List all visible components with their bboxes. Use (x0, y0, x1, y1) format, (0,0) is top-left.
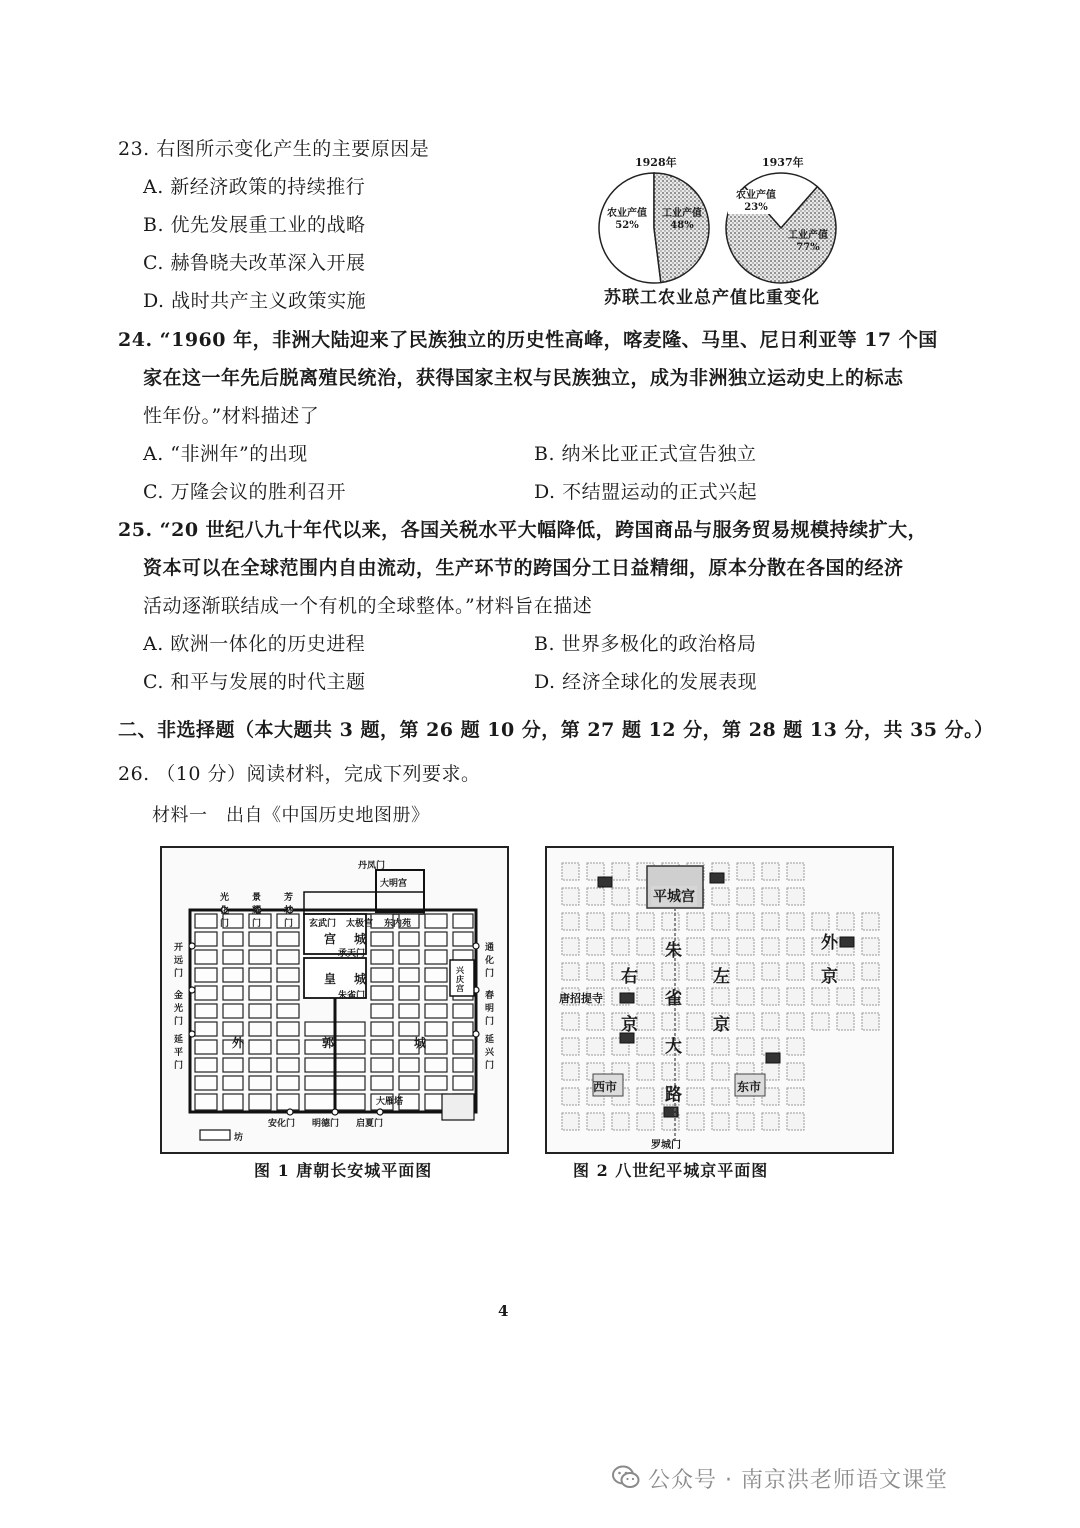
map2-da: 大 (665, 1037, 682, 1057)
map2-palace: 平城宫 (651, 886, 697, 906)
map1-guanghua: 光化门 (220, 893, 230, 929)
map1-ward (195, 1040, 217, 1054)
map2-block (737, 1038, 754, 1055)
map2-zuo: 左 (713, 967, 730, 987)
map1-fanglin: 芳林门 (284, 893, 294, 929)
map2-block (862, 963, 879, 980)
map1-chunming: 春明门 (485, 991, 495, 1027)
map2-block (687, 1063, 704, 1080)
map1-dongnei: 东内苑 (384, 919, 412, 929)
map2-block (837, 913, 854, 930)
map2-block (587, 963, 604, 980)
map2-block (712, 1038, 729, 1055)
map1-ward (195, 932, 217, 946)
map1-ward (277, 932, 299, 946)
map2-block (787, 963, 804, 980)
map1-ward (371, 968, 393, 982)
map2-block (637, 1038, 654, 1055)
map2-block (762, 1113, 779, 1130)
map2-block (837, 1013, 854, 1030)
map1-ward (399, 1004, 419, 1018)
map2-block (737, 988, 754, 1005)
map1-ward (249, 932, 271, 946)
q25-line-1: 25. “20 世纪八九十年代以来，各国关税水平大幅降低，跨国商品与服务贸易规模持续扩大， (118, 519, 928, 541)
map2-temple-marker (598, 877, 612, 887)
map1-ward (425, 1040, 447, 1054)
map1-ward (453, 932, 473, 946)
map1-yanping: 延平门 (174, 1035, 184, 1071)
q23-option-c: C. 赫鲁晓夫改革深入开展 (143, 252, 366, 274)
map2-block (562, 938, 579, 955)
map2-block (737, 1013, 754, 1030)
map1-ward (223, 932, 243, 946)
map2-block (562, 1113, 579, 1130)
map1-jinguang: 金光门 (174, 991, 184, 1027)
q25-option-a: A. 欧洲一体化的历史进程 (143, 633, 366, 655)
map1-ward (223, 968, 243, 982)
map1-jingyao: 景耀门 (252, 893, 262, 929)
map1-ward (277, 1004, 299, 1018)
map2-block (637, 988, 654, 1005)
map1-ward (223, 1058, 243, 1072)
map2-block (687, 1088, 704, 1105)
map2-block (837, 963, 854, 980)
map2-block (762, 863, 779, 880)
map2-block (687, 913, 704, 930)
pie1-ind-label (652, 208, 712, 232)
map1-ward (425, 1022, 447, 1036)
map2-block (812, 988, 829, 1005)
map1-ward (425, 1004, 447, 1018)
map2-block (612, 913, 629, 930)
map1-ward (195, 1076, 217, 1090)
map1-ward (195, 1058, 217, 1072)
map2-block (787, 1038, 804, 1055)
map2-block (662, 1063, 679, 1080)
map2-you: 右 (621, 967, 638, 987)
map1-huang: 皇 (324, 972, 337, 986)
wechat-icon (612, 1464, 640, 1490)
map2-block (862, 913, 879, 930)
map1-ward (399, 932, 419, 946)
map1-legend-label: 坊 (234, 1133, 244, 1143)
map1-gong: 宫 (324, 932, 337, 946)
q23-option-d: D. 战时共产主义政策实施 (143, 290, 367, 312)
map2-block (587, 913, 604, 930)
map2-temple-marker (766, 1053, 780, 1063)
map2-block (712, 1113, 729, 1130)
map2-block (787, 1113, 804, 1130)
map1-ward (453, 1004, 473, 1018)
map2-block (787, 988, 804, 1005)
q23-option-a: A. 新经济政策的持续推行 (143, 176, 366, 198)
map1-ward (223, 1094, 243, 1110)
map1-ward (399, 1058, 419, 1072)
map1-ward (371, 950, 393, 964)
map2-block (837, 988, 854, 1005)
map1-ward (425, 1076, 447, 1090)
q23-stem: 23. 右图所示变化产生的主要原因是 (118, 138, 430, 160)
pie1-agri-value: 52% (615, 220, 639, 231)
map-heijokyo (545, 846, 894, 1154)
map1-qixia: 启夏门 (356, 1119, 384, 1129)
map2-block (637, 1088, 654, 1105)
map2-block (662, 1013, 679, 1030)
map2-temple-marker (620, 993, 634, 1003)
map2-block (787, 1013, 804, 1030)
map2-block (562, 888, 579, 905)
map2-block (612, 938, 629, 955)
map1-ward (249, 968, 271, 982)
map2-block (687, 988, 704, 1005)
map1-gate (377, 1109, 383, 1115)
map2-block (637, 938, 654, 955)
map2-block (587, 938, 604, 955)
map2-block (687, 938, 704, 955)
map2-block (662, 913, 679, 930)
map2-block (737, 863, 754, 880)
map2-block (637, 913, 654, 930)
map2-block (762, 888, 779, 905)
map2-block (787, 888, 804, 905)
map1-ward (453, 1058, 473, 1072)
map2-block (762, 913, 779, 930)
map2-dongshi: 东市 (737, 1080, 762, 1094)
map2-block (737, 913, 754, 930)
pie2-ind-name: 工业产值 (788, 230, 828, 241)
map2-block (587, 1113, 604, 1130)
map2-block (562, 1013, 579, 1030)
map1-ward (371, 986, 393, 1000)
map1-ward (371, 1004, 393, 1018)
map2-block (612, 888, 629, 905)
pie2-agri-label (728, 190, 784, 214)
map1-ward (223, 1004, 243, 1018)
map2-block (712, 888, 729, 905)
map2-block (787, 863, 804, 880)
pie-year-1937: 1937年 (762, 156, 804, 169)
map1-ward (371, 1076, 393, 1090)
map1-yanxing: 延兴门 (485, 1035, 495, 1071)
pie1-ind-name: 工业产值 (662, 208, 702, 219)
map1-ward (399, 986, 419, 1000)
map2-block (637, 1113, 654, 1130)
map2-block (662, 963, 679, 980)
map2-block (762, 1038, 779, 1055)
map1-ward (425, 986, 447, 1000)
map1-ward (277, 986, 299, 1000)
map2-temple-marker (710, 873, 724, 883)
map2-block (687, 1038, 704, 1055)
map2-block (562, 863, 579, 880)
map2-block (687, 1013, 704, 1030)
map2-block (637, 963, 654, 980)
map1-ward (195, 950, 217, 964)
map1-ward (195, 1094, 217, 1110)
pie2-ind-label (778, 230, 838, 254)
map1-chengtian: 承天门 (338, 949, 366, 959)
q24-line-3: 性年份。”材料描述了 (143, 405, 320, 427)
map2-block (587, 1013, 604, 1030)
map2-block (737, 1113, 754, 1130)
map1-xuanwu: 玄武门 (309, 919, 337, 929)
map1-ward (371, 1022, 393, 1036)
page-number: 4 (498, 1302, 509, 1320)
map1-ward (453, 1076, 473, 1090)
map1-kuo: 郭 (322, 1036, 335, 1050)
map2-block (762, 988, 779, 1005)
map1-gate (332, 1109, 338, 1115)
map2-block (687, 1113, 704, 1130)
map2-que: 雀 (665, 989, 682, 1009)
map1-ward (425, 968, 447, 982)
map1-ward (195, 968, 217, 982)
watermark-text: 公众号 · 南京洪老师语文课堂 (648, 1468, 948, 1493)
map2-block (787, 1063, 804, 1080)
pie-year-1928: 1928年 (635, 156, 677, 169)
map1-ward (277, 950, 299, 964)
map1-ward (277, 1076, 299, 1090)
map1-qujiang (442, 1094, 474, 1120)
pie1-agri-label (596, 208, 658, 232)
map2-block (787, 1088, 804, 1105)
map2-block (862, 988, 879, 1005)
map1-ward (399, 950, 419, 964)
q24-option-d: D. 不结盟运动的正式兴起 (534, 481, 758, 503)
map1-ward (277, 968, 299, 982)
map1-caption: 图 1 唐朝长安城平面图 (254, 1161, 433, 1180)
map1-ward (249, 1022, 271, 1036)
map1-gate (473, 943, 479, 949)
map1-gate (473, 1031, 479, 1037)
map2-block (612, 863, 629, 880)
map1-gate (189, 943, 195, 949)
map1-ward (195, 914, 217, 928)
map1-ward (277, 1040, 299, 1054)
map2-block (562, 1088, 579, 1105)
map2-temple-marker (664, 1107, 678, 1117)
map2-block (737, 888, 754, 905)
map2-temple-marker (840, 937, 854, 947)
map1-mingde: 明德门 (312, 1119, 340, 1129)
section-2-heading: 二、非选择题（本大题共 3 题，第 26 题 10 分，第 27 题 12 分，第 28 题 13 分，共 35 分。） (118, 719, 994, 741)
map2-block (737, 938, 754, 955)
map2-block (637, 1063, 654, 1080)
map1-legend-box (200, 1130, 230, 1140)
map2-luocheng: 罗城门 (651, 1140, 681, 1151)
map2-block (862, 1013, 879, 1030)
map1-ward (277, 1058, 299, 1072)
map1-ward (425, 932, 447, 946)
map2-block (762, 1013, 779, 1030)
map2-block (687, 963, 704, 980)
map2-block (562, 913, 579, 930)
map1-gate (287, 1109, 293, 1115)
map2-block (712, 1088, 729, 1105)
map1-gate (189, 987, 195, 993)
map1-ward (223, 986, 243, 1000)
q25-line-2: 资本可以在全球范围内自由流动，生产环节的跨国分工日益精细，原本分散在各国的经济 (143, 557, 904, 579)
map2-block (587, 1038, 604, 1055)
map1-ward (223, 1076, 243, 1090)
map2-block (762, 938, 779, 955)
map2-tangzhaoti: 唐招提寺 (559, 992, 603, 1005)
q23-option-b: B. 优先发展重工业的战略 (143, 214, 366, 236)
map1-cheng: 城 (354, 932, 367, 946)
q26-material-1: 材料一 出自《中国历史地图册》 (152, 805, 430, 826)
map2-block (787, 938, 804, 955)
map1-ward (249, 1040, 271, 1054)
map1-kaiyuan: 开远门 (174, 943, 184, 979)
map1-ward (453, 1040, 473, 1054)
map1-gate (189, 1031, 195, 1037)
map1-zhuque: 朱雀门 (338, 991, 366, 1001)
q25-option-d: D. 经济全球化的发展表现 (534, 671, 758, 693)
q24-line-2: 家在这一年先后脱离殖民统治，获得国家主权与民族独立，成为非洲独立运动史上的标志 (143, 367, 904, 389)
pie1-agri-name: 农业产值 (607, 208, 647, 219)
q24-option-a: A. “非洲年”的出现 (143, 443, 308, 465)
map2-jing2: 京 (713, 1015, 730, 1035)
map1-ward (249, 950, 271, 964)
map1-ward (453, 914, 473, 928)
q25-option-c: C. 和平与发展的时代主题 (143, 671, 366, 693)
map1-ward (425, 914, 447, 928)
map1-taiji: 太极宫 (346, 919, 374, 929)
map1-ward (195, 1022, 217, 1036)
map2-block (812, 1013, 829, 1030)
map2-block (612, 1113, 629, 1130)
map1-ward (425, 950, 447, 964)
map-changan-grid (162, 848, 507, 1152)
q24-option-c: C. 万隆会议的胜利召开 (143, 481, 346, 503)
q26-stem: 26. （10 分）阅读材料，完成下列要求。 (118, 763, 481, 785)
map1-cheng2: 城 (354, 972, 367, 986)
map1-ward (371, 932, 393, 946)
q25-option-b: B. 世界多极化的政治格局 (534, 633, 757, 655)
map1-dayanta: 大雁塔 (376, 1097, 404, 1107)
map2-block (762, 963, 779, 980)
map1-xingqing: 兴庆宫 (456, 965, 464, 993)
map2-jing: 京 (621, 1015, 638, 1035)
map1-cheng3: 城 (414, 1036, 427, 1050)
map2-block (737, 963, 754, 980)
map2-block (712, 938, 729, 955)
map2-block (712, 1063, 729, 1080)
map2-block (712, 988, 729, 1005)
map1-ward (425, 1058, 447, 1072)
map2-block (562, 1038, 579, 1055)
map1-ward (453, 1022, 473, 1036)
map1-ward (223, 950, 243, 964)
pie2-agri-name: 农业产值 (736, 190, 776, 201)
map2-caption: 图 2 八世纪平城京平面图 (573, 1161, 769, 1180)
pie1-ind-value: 48% (670, 220, 694, 231)
map1-daming: 大明宫 (380, 879, 408, 889)
map1-anhua: 安化门 (268, 1119, 296, 1129)
map2-lu: 路 (665, 1085, 682, 1105)
q24-line-1: 24. “1960 年，非洲大陆迎来了民族独立的历史性高峰，喀麦隆、马里、尼日利亚等 17 个国 (118, 329, 938, 351)
map1-ward (399, 968, 419, 982)
map1-ward (399, 1076, 419, 1090)
q24-option-b: B. 纳米比亚正式宣告独立 (534, 443, 757, 465)
map2-block (787, 913, 804, 930)
map1-danfeng: 丹凤门 (358, 861, 386, 871)
map2-block (862, 938, 879, 955)
map1-ward (249, 986, 271, 1000)
map2-zhu: 朱 (665, 941, 682, 961)
pie2-ind-value: 77% (796, 242, 820, 253)
map-changan (160, 846, 509, 1154)
map1-ward (371, 1058, 393, 1072)
map2-xishi: 西市 (593, 1080, 618, 1094)
map1-ward (195, 986, 217, 1000)
map1-tonghua: 通化门 (485, 943, 495, 979)
q25-line-3: 活动逐渐联结成一个有机的全球整体。”材料旨在描述 (143, 595, 593, 617)
map2-jing3: 京 (821, 967, 838, 987)
map1-ward (277, 1022, 299, 1036)
map2-block (562, 963, 579, 980)
pie-chart-title: 苏联工农业总产值比重变化 (604, 288, 820, 308)
map2-wai: 外 (821, 933, 838, 953)
map1-wai: 外 (232, 1036, 245, 1050)
map2-block (712, 913, 729, 930)
map1-ward (249, 1076, 271, 1090)
map1-ward (249, 1094, 271, 1110)
map2-block (562, 1063, 579, 1080)
map1-ward (249, 1058, 271, 1072)
map1-ward (195, 1004, 217, 1018)
pie2-agri-value: 23% (744, 202, 768, 213)
map1-ward (371, 1040, 393, 1054)
map1-ward (277, 1094, 299, 1110)
map2-block (587, 888, 604, 905)
map1-ward (249, 1004, 271, 1018)
map2-block (637, 1013, 654, 1030)
